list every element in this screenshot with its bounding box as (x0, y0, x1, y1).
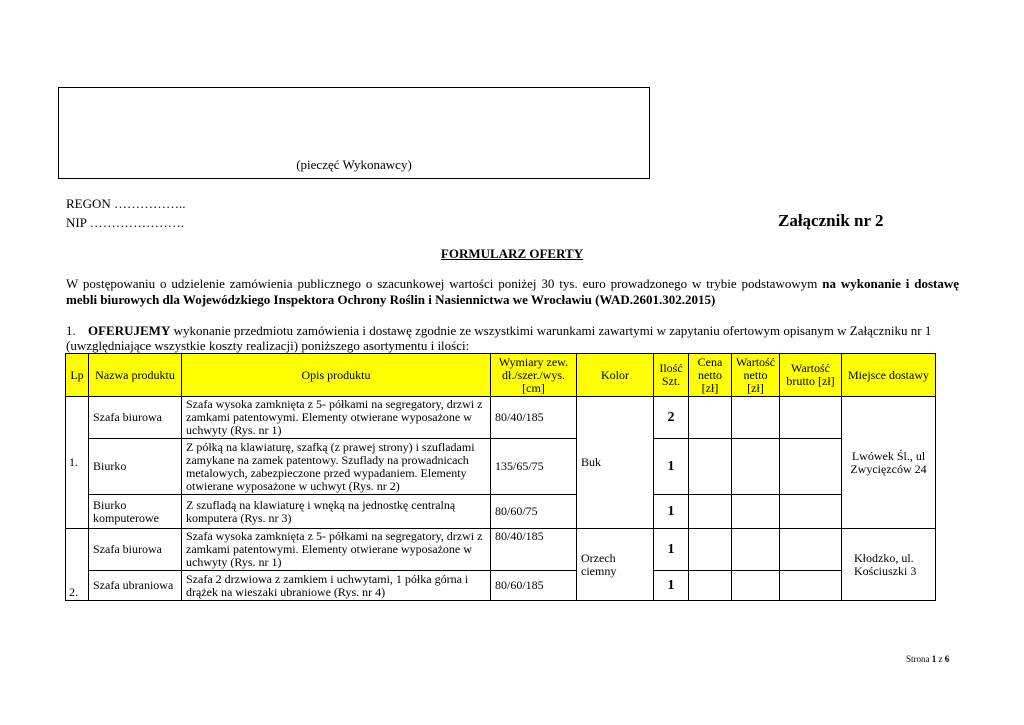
header-qty: Ilość Szt. (654, 354, 689, 397)
table-row (66, 571, 936, 601)
header-desc: Opis produktu (182, 354, 491, 397)
product-dims: 80/40/185 (491, 529, 577, 571)
header-name: Nazwa produktu (89, 354, 182, 397)
product-dims: 135/65/75 (491, 439, 577, 495)
gross-value-cell (780, 571, 842, 601)
intro-text: W postępowaniu o udzielenie zamówienia publicznego o szacunkowej wartości poniżej 30 tys. euro prowadzonego w trybie podstawowym (66, 276, 823, 291)
offer-keyword: OFERUJEMY (88, 323, 171, 338)
product-name: Szafa ubraniowa (89, 571, 182, 601)
header-net-value: Wartość netto [zł] (732, 354, 780, 397)
net-value-cell (732, 397, 780, 439)
product-desc: Szafa wysoka zamknięta z 5- półkami na segregatory, drzwi z zamkami patentowymi. Elementy otwierane wyposażone w uchwyty (Rys. nr 1) (182, 529, 491, 571)
header-color: Kolor (577, 354, 654, 397)
offer-text: wykonanie przedmiotu zamówienia i dostawę zgodnie ze wszystkimi warunkami zawartymi w zapytaniu ofertowym opisanym w Załączniku nr 1 (uwzględniające wszystkie koszty realizacji) poniższego asortymentu i ilości: (66, 323, 932, 353)
product-dims: 80/60/185 (491, 571, 577, 601)
gross-value-cell (780, 529, 842, 571)
header-place: Miejsce dostawy (842, 354, 936, 397)
intro-bold: na wykonanie i dostawę mebli biurowych dla Wojewódzkiego Inspektora Ochrony Roślin i Nasiennictwa we Wrocławiu (WAD.2601.302.2015) (66, 276, 960, 307)
gross-value-cell (780, 397, 842, 439)
intro-paragraph (66, 276, 959, 308)
header-gross-value: Wartość brutto [zł] (780, 354, 842, 397)
table-row (66, 397, 936, 439)
table-row (66, 439, 936, 495)
header-dims: Wymiary zew. dł./szer./wys. [cm] (491, 354, 577, 397)
product-dims: 80/60/75 (491, 495, 577, 529)
product-dims: 80/40/185 (491, 397, 577, 439)
stamp-box (58, 87, 650, 179)
product-desc: Z szufladą na klawiaturę i wnęką na jednostkę centralną komputera (Rys. nr 3) (182, 495, 491, 529)
product-desc: Szafa 2 drzwiowa z zamkiem i uchwytami, 1 półka górna i drążek na wieszaki ubraniowe (Rys. nr 4) (182, 571, 491, 601)
net-price-cell (689, 571, 732, 601)
gross-value-cell (780, 439, 842, 495)
form-title: FORMULARZ OFERTY (440, 246, 584, 261)
table-row (66, 529, 936, 571)
group-lp: 2. (66, 529, 89, 601)
stamp-caption: (pieczęć Wykonawcy) (296, 157, 412, 172)
product-qty: 2 (654, 397, 689, 439)
net-value-cell (732, 439, 780, 495)
offer-item-1 (66, 323, 959, 353)
page-total: 6 (944, 654, 950, 664)
product-qty: 1 (654, 439, 689, 495)
gross-value-cell (780, 495, 842, 529)
page-number: 1 (931, 654, 937, 664)
table-row (66, 495, 936, 529)
product-name: Biurko (89, 439, 182, 495)
product-color: Orzech ciemny (577, 529, 654, 601)
delivery-place: Lwówek Śl., ul Zwycięzców 24 (842, 397, 936, 529)
annex-title: Załącznik nr 2 (778, 211, 884, 230)
product-name: Szafa biurowa (89, 397, 182, 439)
product-name: Szafa biurowa (89, 529, 182, 571)
table-header-row (66, 354, 936, 397)
header-net-price: Cena netto [zł] (689, 354, 732, 397)
net-value-cell (732, 571, 780, 601)
product-qty: 1 (654, 571, 689, 601)
product-desc: Szafa wysoka zamknięta z 5- półkami na segregatory, drzwi z zamkami patentowymi. Elementy otwierane wyposażone w uchwyty (Rys. nr 1) (182, 397, 491, 439)
product-color: Buk (577, 397, 654, 529)
regon-field: REGON …………….. (66, 196, 186, 211)
net-price-cell (689, 397, 732, 439)
page-footer (906, 654, 949, 664)
product-name: Biurko komputerowe (89, 495, 182, 529)
net-price-cell (689, 495, 732, 529)
footer-prefix: Strona (906, 654, 932, 664)
group-lp: 1. (66, 397, 89, 529)
item-number: 1. (66, 323, 76, 338)
header-lp: Lp (66, 354, 89, 397)
product-qty: 1 (654, 495, 689, 529)
net-value-cell (732, 495, 780, 529)
net-price-cell (689, 439, 732, 495)
offer-table (65, 353, 936, 601)
net-price-cell (689, 529, 732, 571)
net-value-cell (732, 529, 780, 571)
footer-mid: z (936, 654, 945, 664)
product-qty: 1 (654, 529, 689, 571)
product-desc: Z półką na klawiaturę, szafką (z prawej strony) i szufladami zamykane na zamek patentowy. Szuflady na prowadnicach metalowych, zabezpieczone przed wypadaniem. Elementy otwierane wyposażone w uchwyt (Rys. nr 2) (182, 439, 491, 495)
nip-field: NIP …………………. (66, 215, 184, 230)
delivery-place: Kłodzko, ul. Kościuszki 3 (842, 529, 936, 601)
